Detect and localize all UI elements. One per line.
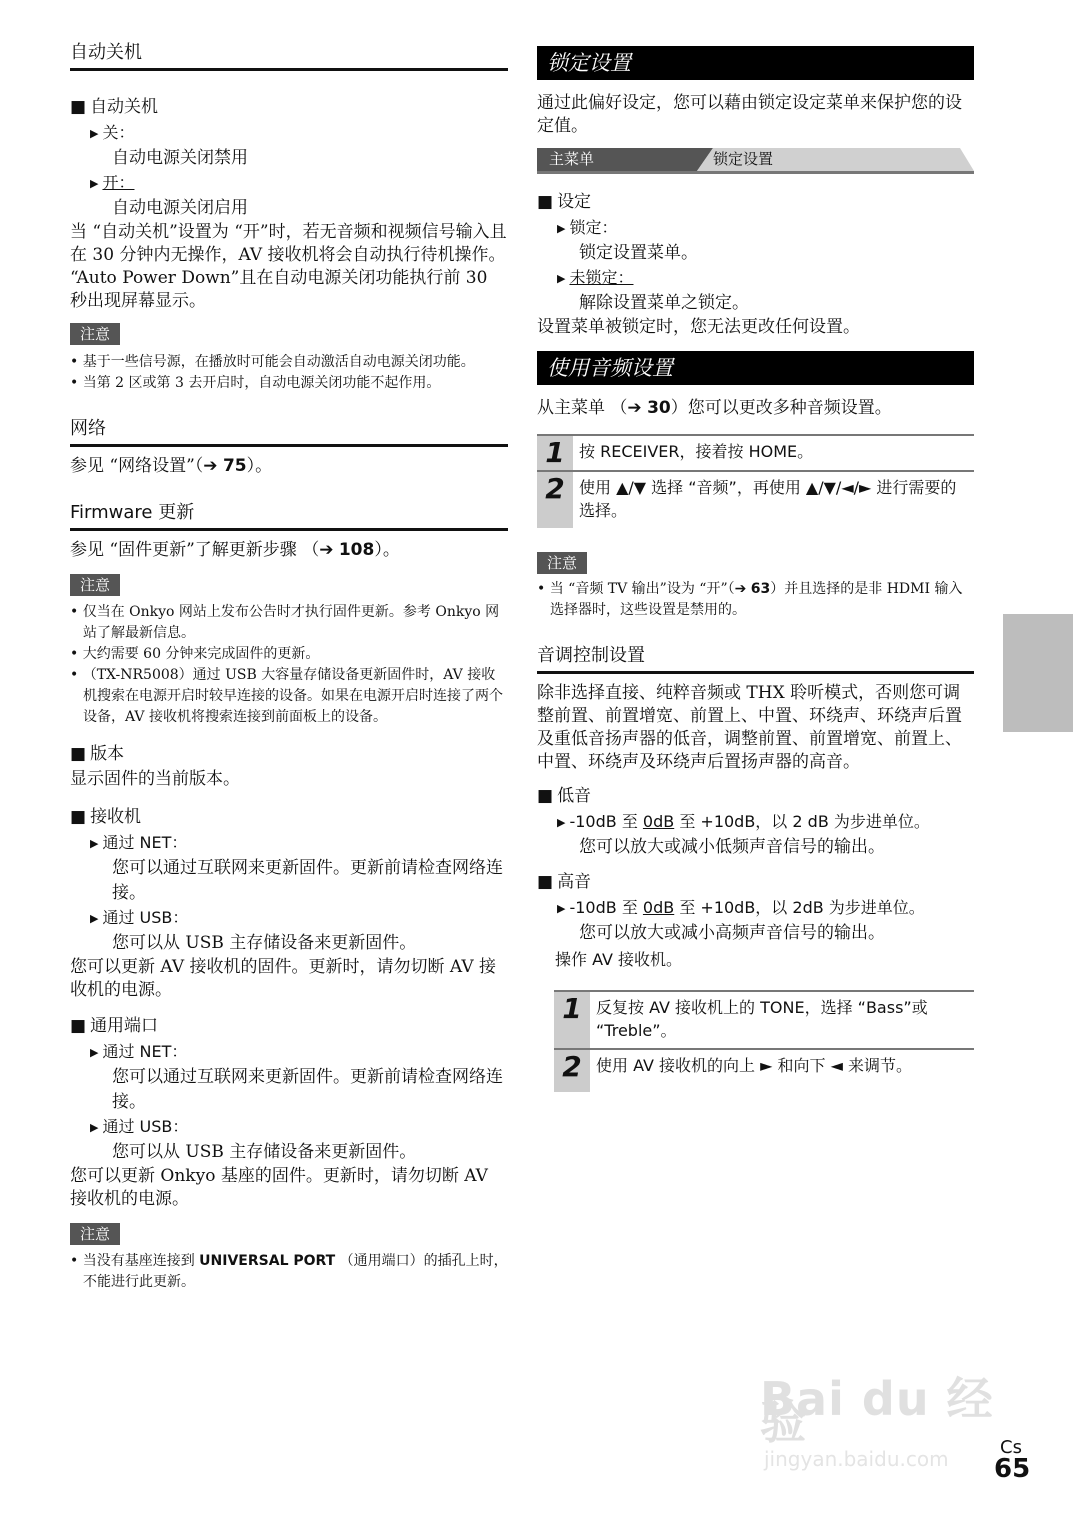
step-number: 2 [537, 472, 573, 528]
menu-path-sub: 锁定设置 [713, 150, 774, 168]
receiver-option-usb-desc: 您可以从 USB 主存储设备来更新固件。 [112, 933, 417, 953]
tone-intro: 除非选择直接、纯粹音频或 THX 聆听模式，否则您可调整前置、前置增宽、前置上、中置、环绕声、环绕声后置及重低音扬声器的低音，调整前置、前置增宽、前置上、中置、环绕声及环绕声后置扬声器的高音。 [537, 683, 962, 772]
step-text: 使用 ▲/▼ 选择 “音频”，再使用 ▲/▼/◄/► 进行需要的选择。 [579, 478, 957, 520]
universal-port-option-usb-desc: 您可以从 USB 主存储设备来更新固件。 [112, 1142, 417, 1162]
firmware-heading: Firmware 更新 [70, 500, 508, 531]
lock-option-locked-desc: 锁定设置菜单。 [579, 243, 698, 263]
universal-port-item: ■ 通用端口 [70, 1014, 508, 1038]
auto-off-heading: 自动关机 [70, 40, 508, 71]
universal-port-option-net-desc: 您可以通过互联网来更新固件。更新前请检查网络连接。 [112, 1067, 503, 1112]
bass-item: ■ 低音 [537, 784, 974, 808]
watermark-url: jingyan.baidu.com [764, 1447, 949, 1471]
triangle-right-icon: ▶ [557, 222, 566, 235]
version-item: ■ 版本 [70, 742, 508, 766]
triangle-right-icon: ▶ [90, 1046, 99, 1059]
triangle-right-icon: ▶ [557, 272, 566, 285]
receiver-option-net-desc: 您可以通过互联网来更新固件。更新前请检查网络连接。 [112, 858, 503, 903]
note-label: 注意 [537, 552, 587, 574]
universal-port-option-usb: ▶ 通过 USB： [90, 1117, 189, 1136]
watermark-logo: Bai du 经验 [760, 1372, 994, 1449]
page-number: 65 [994, 1454, 1031, 1484]
menu-path-bar [537, 148, 974, 174]
bass-range: ▶ -10dB 至 0dB 至 +10dB，以 2 dB 为步进单位。 [557, 812, 930, 831]
note-item: • 当第 2 区或第 3 去开启时，自动电源关闭功能不起作用。 [70, 373, 508, 394]
triangle-right-icon: ▶ [90, 177, 99, 190]
lock-heading: 锁定设置 [537, 46, 974, 80]
treble-desc: 您可以放大或减小高频声音信号的输出。 [579, 923, 885, 943]
note-item: • 仅当在 Onkyo 网站上发布公告时才执行固件更新。参考 Onkyo 网站了解最新信息。 [70, 602, 508, 644]
side-tab [1003, 614, 1073, 732]
triangle-right-icon: ▶ [90, 912, 99, 925]
receiver-option-usb: ▶ 通过 USB： [90, 908, 189, 927]
audio-heading: 使用音频设置 [537, 351, 974, 385]
auto-off-option-off: ▶ 关： [90, 123, 135, 142]
note-item: • 当 “音频 TV 输出”设为 “开”（➔ 63）并且选择的是非 HDMI 输入选择器时，这些设置是禁用的。 [537, 579, 974, 621]
network-heading: 网络 [70, 416, 508, 447]
note-item: • 大约需要 60 分钟来完成固件的更新。 [70, 644, 508, 665]
tone-heading: 音调控制设置 [537, 643, 974, 674]
note-label: 注意 [70, 323, 120, 345]
watermark [760, 1370, 1010, 1480]
language-code: Cs [1000, 1437, 1022, 1458]
triangle-right-icon: ▶ [90, 1121, 99, 1134]
note-label: 注意 [70, 574, 120, 596]
step-number: 1 [554, 992, 590, 1048]
universal-port-option-net: ▶ 通过 NET： [90, 1042, 188, 1061]
auto-off-item: ■ 自动关机 [70, 95, 508, 119]
step-number: 2 [554, 1050, 590, 1092]
left-column [70, 40, 508, 1293]
triangle-right-icon: ▶ [557, 902, 566, 915]
universal-port-paragraph: 您可以更新 Onkyo 基座的固件。更新时，请勿切断 AV 接收机的电源。 [70, 1166, 488, 1209]
auto-off-option-off-desc: 自动电源关闭禁用 [112, 148, 248, 168]
triangle-right-icon: ▶ [557, 816, 566, 829]
note-item: • 当没有基座连接到 UNIVERSAL PORT （通用端口）的插孔上时，不能进行此更新。 [70, 1251, 508, 1293]
receiver-item: ■ 接收机 [70, 805, 508, 829]
treble-item: ■ 高音 [537, 870, 974, 894]
version-desc: 显示固件的当前版本。 [70, 769, 240, 789]
auto-off-paragraph-2: “Auto Power Down”且在自动电源关闭功能执行前 30 秒出现屏幕显示。 [70, 268, 488, 311]
lock-intro: 通过此偏好设定，您可以藉由锁定设定菜单来保护您的设定值。 [537, 93, 962, 136]
note-item: • （TX-NR5008）通过 USB 大容量存储设备更新固件时，AV 接收机搜索在电源开启时较早连接的设备。如果在电源开启时连接了两个设备，AV 接收机将搜索连接到前面板上的设备。 [70, 665, 508, 728]
menu-path-main: 主菜单 [537, 148, 697, 171]
right-column [537, 46, 974, 1092]
triangle-right-icon: ▶ [90, 127, 99, 140]
triangle-right-icon: ▶ [90, 837, 99, 850]
audio-step-2 [537, 470, 974, 528]
lock-option-locked: ▶ 锁定： [557, 218, 618, 237]
step-text: 使用 AV 接收机的向上 ► 和向下 ◄ 来调节。 [596, 1056, 912, 1075]
network-reference: 参见 “网络设置”（➔ 75）。 [70, 456, 273, 476]
lock-option-unlocked: ▶ 未锁定： [557, 268, 634, 287]
firmware-reference: 参见 “固件更新”了解更新步骤 （➔ 108）。 [70, 540, 400, 560]
note-item: • 基于一些信号源，在播放时可能会自动激活自动电源关闭功能。 [70, 352, 508, 373]
auto-off-paragraph: 当 “自动关机”设置为 “开”时，若无音频和视频信号输入且在 30 分钟内无操作，AV 接收机将会自动执行待机操作。 [70, 222, 507, 265]
step-text: 反复按 AV 接收机上的 TONE，选择 “Bass”或 “Treble”。 [596, 998, 928, 1040]
auto-off-option-on-desc: 自动电源关闭启用 [112, 198, 248, 218]
step-number: 1 [537, 436, 573, 470]
lock-option-unlocked-desc: 解除设置菜单之锁定。 [579, 293, 749, 313]
note-label: 注意 [70, 1223, 120, 1245]
audio-intro: 从主菜单 （➔ 30）您可以更改多种音频设置。 [537, 398, 892, 418]
audio-step-1 [537, 434, 974, 470]
bass-desc: 您可以放大或减小低频声音信号的输出。 [579, 837, 885, 857]
tone-step-1 [554, 990, 974, 1048]
receiver-option-net: ▶ 通过 NET： [90, 833, 188, 852]
receiver-paragraph: 您可以更新 AV 接收机的固件。更新时，请勿切断 AV 接收机的电源。 [70, 957, 497, 1000]
treble-range: ▶ -10dB 至 0dB 至 +10dB，以 2dB 为步进单位。 [557, 898, 925, 917]
lock-paragraph: 设置菜单被锁定时，您无法更改任何设置。 [537, 317, 860, 337]
operate-receiver: 操作 AV 接收机。 [555, 950, 683, 969]
step-text: 按 RECEIVER，接着按 HOME。 [579, 442, 814, 461]
auto-off-option-on: ▶ 开： [90, 173, 135, 192]
tone-step-2 [554, 1048, 974, 1092]
lock-setting-item: ■ 设定 [537, 190, 974, 214]
